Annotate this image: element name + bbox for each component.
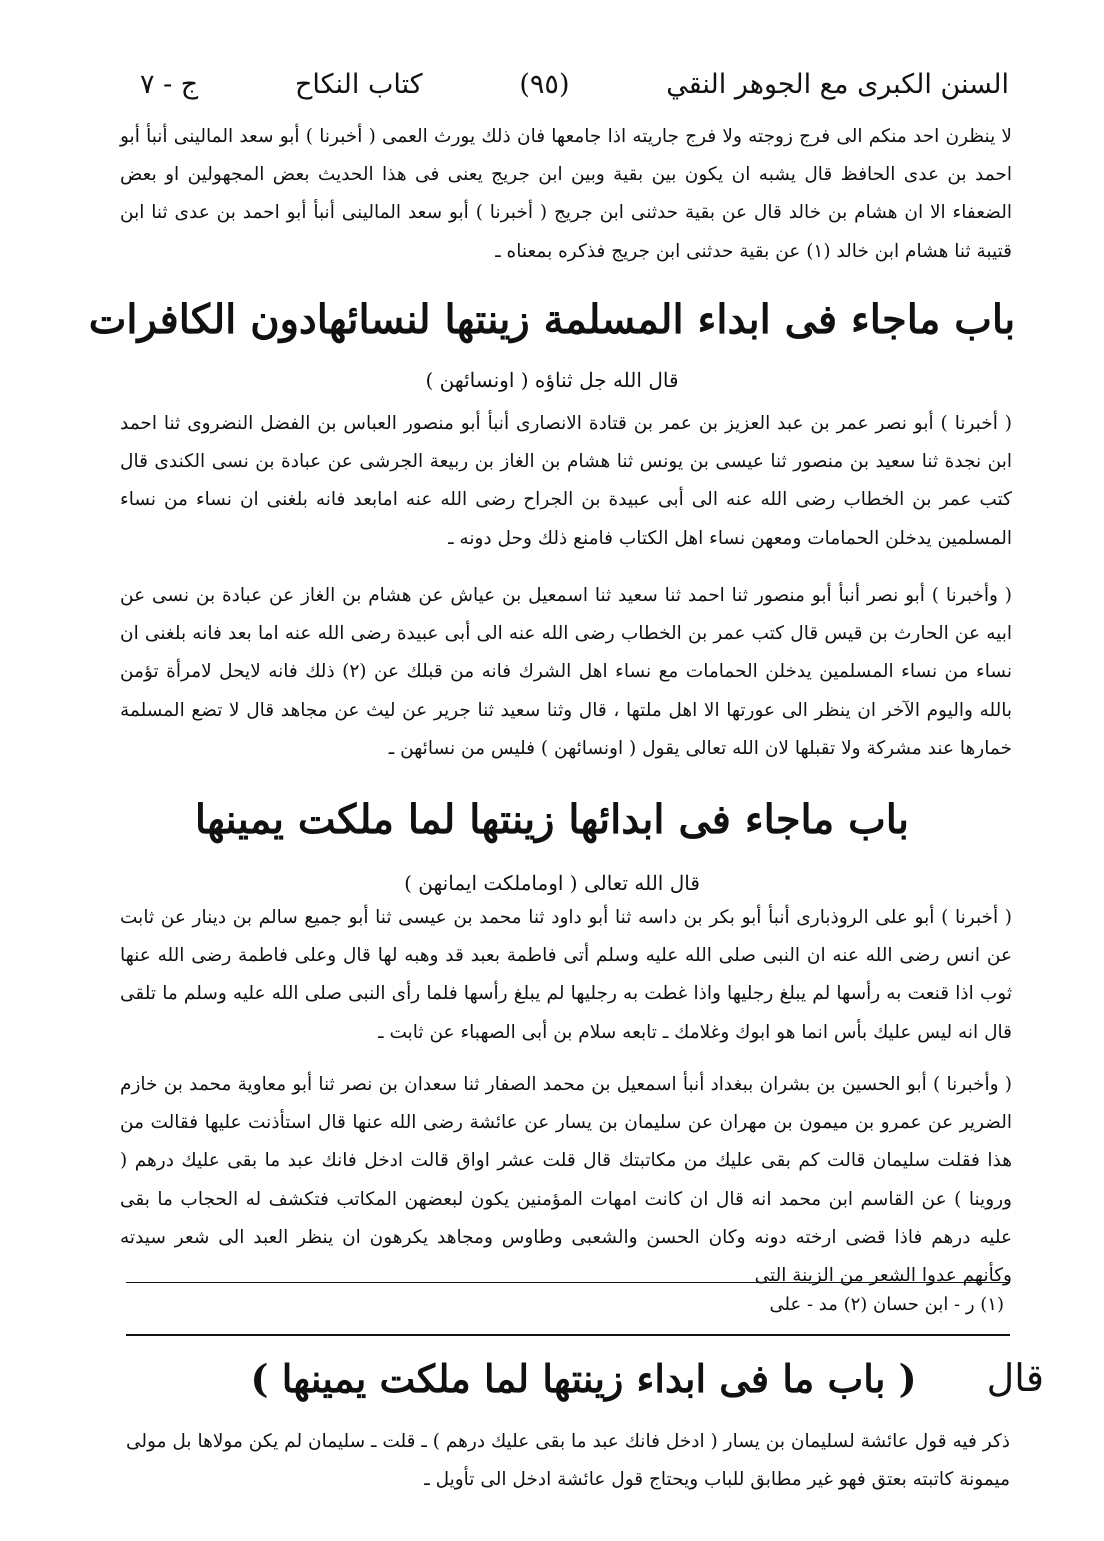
footnote-divider (126, 1282, 1010, 1283)
chapter1-paragraph-2: ( وأخبرنا ) أبو نصر أنبأ أبو منصور ثنا احمد ثنا سعيد ثنا اسمعيل بن عياش عن هشام بن الغاز عن عبادة بن نسى عن ابيه عن الحارث بن قيس قال كتب عمر بن الخطاب رضى الله عنه الى أبى عبيدة رضى الله عنه اما بعد فانه بلغنى ان نساء من نساء المسلمين يدخلن الحمامات مع نساء اهل الشرك فانه من قبلك عن (٢) ذلك فانه لايحل لامرأة تؤمن بالله واليوم الآخر ان ينظر الى عورتها الا اهل ملتها ، قال وثنا سعيد ثنا جرير عن ليث عن مجاهد قال لا تضع المسلمة خمارها عند مشركة ولا تقبلها لان الله تعالى يقول ( اونسائهن ) فليس من نسائهن ـ (120, 585, 1012, 759)
chapter1-title: باب ماجاء فى ابداء المسلمة زينتها لنسائهادون الكافرات (88, 296, 1016, 343)
chapter2-quote: قال الله تعالى ( اوماملكت ايمانهن ) (404, 871, 700, 895)
gloss-divider (126, 1334, 1010, 1336)
section-title: كتاب النكاح (294, 68, 423, 100)
chapter2-title: باب ماجاء فى ابدائها زينتها لما ملكت يمينها (194, 796, 910, 843)
gloss-chapter-title: ( باب ما فى ابداء زينتها لما ملكت يمينها ) (250, 1355, 917, 1401)
gloss-lead: قال (986, 1356, 1044, 1400)
chapter1-paragraph-1: ( أخبرنا ) أبو نصر عمر بن عبد العزيز بن عمر بن قتادة الانصارى أنبأ أبو منصور العباس بن الفضل النضروى ثنا احمد ابن نجدة ثنا سعيد بن منصور ثنا عيسى بن يونس ثنا هشام بن الغاز بن ربيعة الجرشى عن عبادة بن نسى الكندى قال كتب عمر بن الخطاب رضى الله عنه الى أبى عبيدة بن الجراح رضى الله عنه امابعد فانه بلغنى ان نساء من نساء المسلمين يدخلن الحمامات ومعهن نساء اهل الكتاب فامنع ذلك وحل دونه ـ (120, 413, 1012, 549)
gloss-text: ذكر فيه قول عائشة لسليمان بن يسار ( ادخل فانك عبد ما بقى عليك درهم ) ـ قلت ـ سليمان لم يكن مولاها بل مولى ميمونة كاتبته بعتق فهو غير مطابق للباب ويحتاج قول عائشة ادخل الى تأويل ـ (126, 1431, 1010, 1490)
footnote: (١) ر - ابن حسان (٢) مد - على (769, 1294, 1004, 1315)
chapter2-paragraph-1: ( أخبرنا ) أبو على الروذبارى أنبأ أبو بكر بن داسه ثنا أبو داود ثنا محمد بن عيسى ثنا أبو جميع سالم بن دينار عن ثابت عن انس رضى الله عنه ان النبى صلى الله عليه وسلم أتى فاطمة بعبد قد وهبه لها قال وعلى فاطمة رضى الله عنها ثوب اذا قنعت به رأسها لم يبلغ رجليها واذا غطت به رجليها لم يبلغ رأسها فلما رأى النبى صلى الله عليه وسلم ما تلقى قال انه ليس عليك بأس انما هو ابوك وغلامك ـ تابعه سلام بن أبى الصهباء عن ثابت ـ (120, 907, 1012, 1043)
chapter1-quote: قال الله جل ثناؤه ( اونسائهن ) (425, 368, 679, 392)
book-title: السنن الكبرى مع الجوهر النقي (666, 68, 1009, 100)
volume-label: ج - ٧ (140, 68, 199, 100)
intro-paragraph: لا ينظرن احد منكم الى فرج زوجته ولا فرج جاريته اذا جامعها فان ذلك يورث العمى ( أخبرنا ) أبو سعد المالينى أنبأ أبو احمد بن عدى الحافظ قال يشبه ان يكون بين بقية وبين ابن جريج يعنى فى هذا الحديث بعض المجهولين او بعض الضعفاء الا ان هشام بن خالد قال عن بقية حدثنى ابن جريج ( أخبرنا ) أبو سعد المالينى أنبأ أبو احمد بن عدى ثنا ابن قتيبة ثنا هشام ابن خالد (١) عن بقية حدثنى ابن جريج فذكره بمعناه ـ (120, 126, 1012, 262)
chapter2-paragraph-2: ( وأخبرنا ) أبو الحسين بن بشران ببغداد أنبأ اسمعيل بن محمد الصفار ثنا سعدان بن نصر ثنا أبو معاوية محمد بن خازم الضرير عن عمرو بن ميمون بن مهران عن سليمان بن يسار عن عائشة رضى الله عنها قال استأذنت عليها فقالت من هذا فقلت سليمان قالت كم بقى عليك من مكاتبتك قال قلت عشر اواق قالت ادخل فانك عبد ما بقى عليك درهم ( وروينا ) عن القاسم ابن محمد انه قال ان كانت امهات المؤمنين يكون لبعضهن المكاتب فتكشف له الحجاب ما بقى عليه درهم فاذا قضى ارخته دونه وكان الحسن والشعبى وطاوس ومجاهد يكرهون ان ينظر العبد الى شعر سيدته وكأنهم عدوا الشعر من الزينة التى (120, 1074, 1012, 1287)
page-header (140, 62, 1009, 106)
page-number: (٩٥) (519, 68, 570, 100)
gloss-heading (200, 1348, 1044, 1408)
